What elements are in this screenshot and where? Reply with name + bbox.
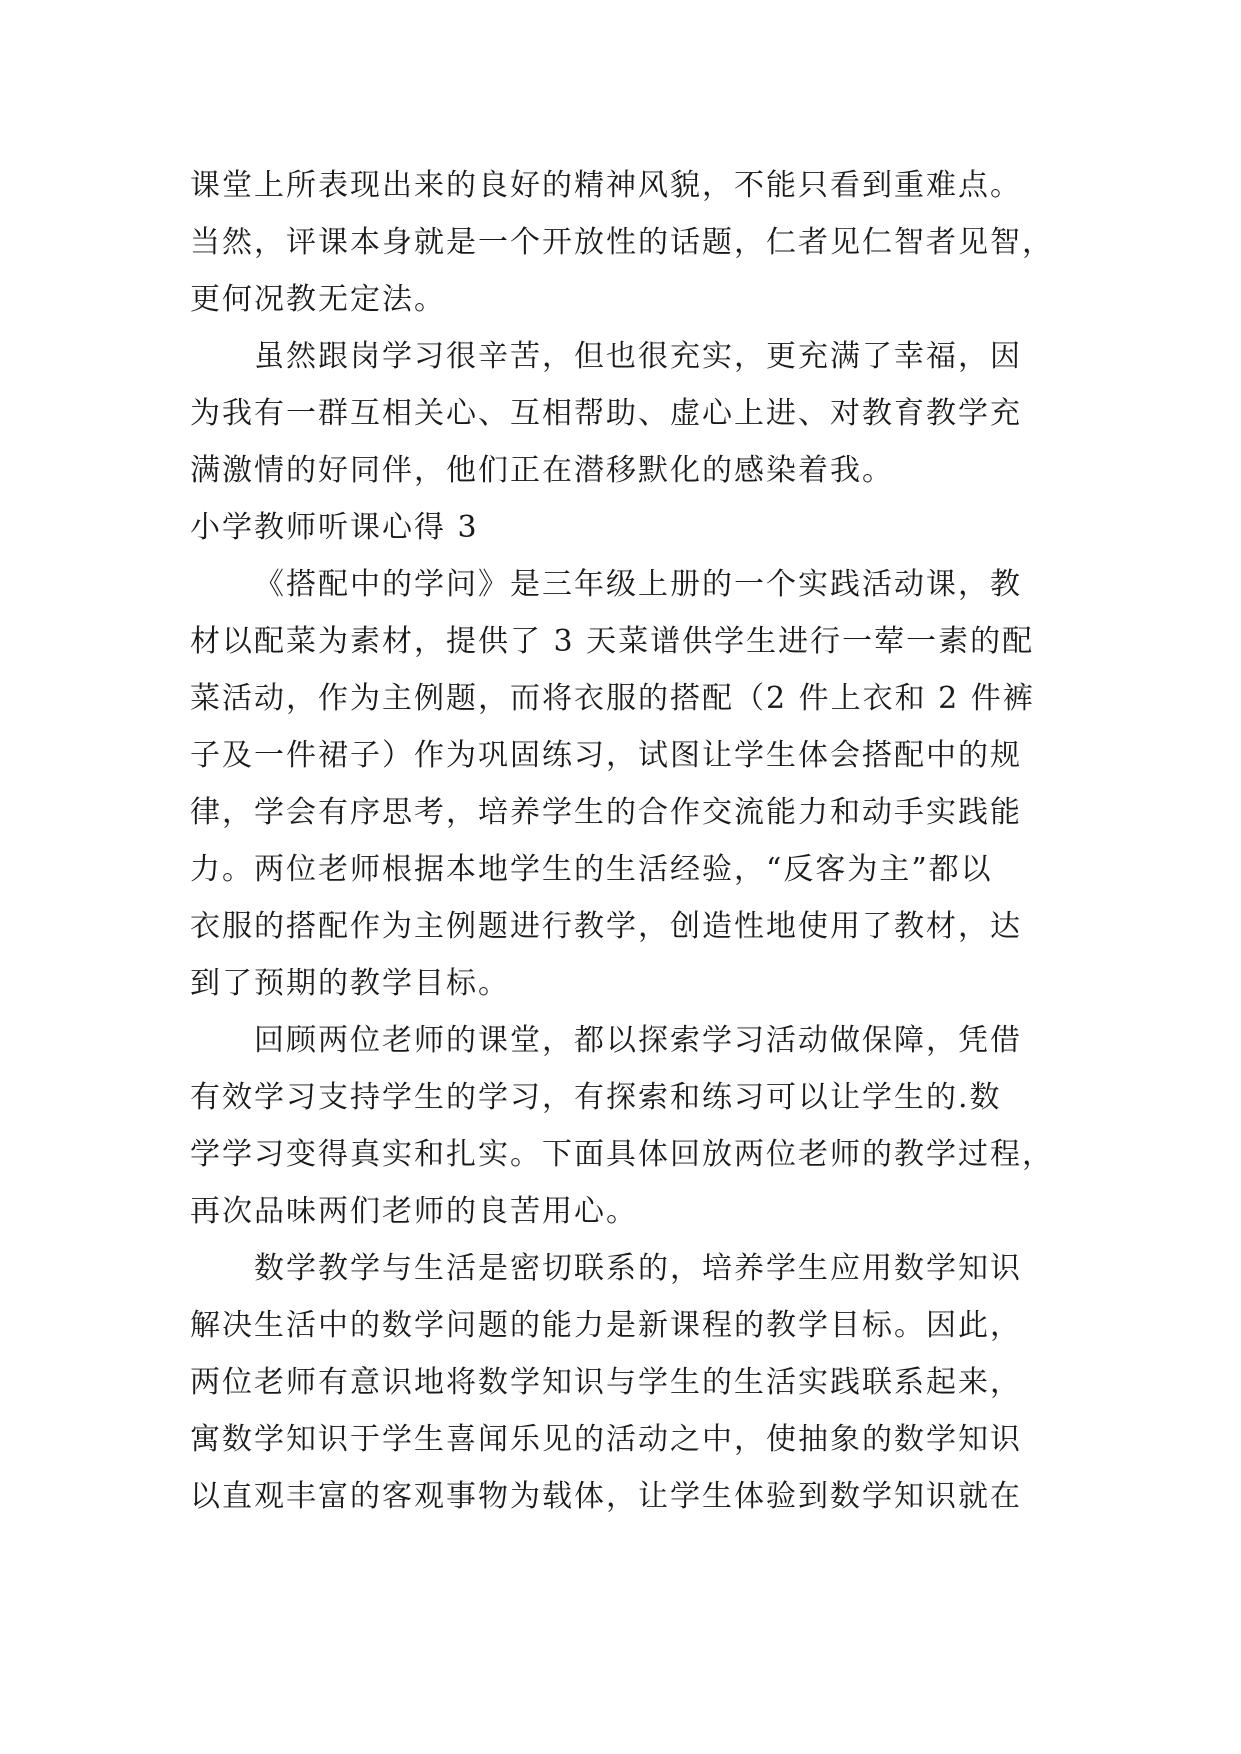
text-line: 寓数学知识于学生喜闻乐见的活动之中，使抽象的数学知识 [190, 1422, 1022, 1457]
text-line: 两位老师有意识地将数学知识与学生的生活实践联系起来， [190, 1365, 1022, 1400]
text-line: 菜活动，作为主例题，而将衣服的搭配（2 件上衣和 2 件裤 [190, 681, 1035, 716]
text-line: 回顾两位老师的课堂，都以探索学习活动做保障，凭借 [254, 1023, 1022, 1058]
section-heading-text: 小学教师听课心得 3 [190, 510, 479, 545]
text-line: 再次品味两们老师的良苦用心。 [190, 1194, 638, 1229]
text-line: 到了预期的教学目标。 [190, 966, 510, 1001]
text-line: 数学教学与生活是密切联系的，培养学生应用数学知识 [254, 1251, 1022, 1286]
text-line: 律，学会有序思考，培养学生的合作交流能力和动手实践能 [190, 795, 1022, 830]
text-line: 材以配菜为素材，提供了 3 天菜谱供学生进行一荤一素的配 [190, 624, 1035, 659]
text-line: 力。两位老师根据本地学生的生活经验，“反客为主”都以 [190, 852, 993, 887]
text-line: 为我有一群互相关心、互相帮助、虚心上进、对教育教学充 [190, 396, 1022, 431]
text-line: 当然，评课本身就是一个开放性的话题，仁者见仁智者见智， [190, 225, 1054, 260]
paragraph [190, 556, 1070, 1012]
text-line: 子及一件裙子）作为巩固练习，试图让学生体会搭配中的规 [190, 738, 1022, 773]
text-line: 更何况教无定法。 [190, 282, 446, 317]
text-line: 学学习变得真实和扎实。下面具体回放两位老师的教学过程， [190, 1137, 1054, 1172]
text-line: 以直观丰富的客观事物为载体，让学生体验到数学知识就在 [190, 1479, 1022, 1514]
paragraph [190, 328, 1070, 499]
paragraph [190, 1240, 1070, 1525]
section-heading [190, 499, 1070, 556]
document-body [190, 157, 1070, 1525]
text-line: 《搭配中的学问》是三年级上册的一个实践活动课，教 [254, 567, 1022, 602]
text-line: 虽然跟岗学习很辛苦，但也很充实，更充满了幸福，因 [254, 339, 1022, 374]
text-line: 解决生活中的数学问题的能力是新课程的教学目标。因此， [190, 1308, 1022, 1343]
paragraph [190, 1012, 1070, 1240]
text-line: 衣服的搭配作为主例题进行教学，创造性地使用了教材，达 [190, 909, 1022, 944]
paragraph-continuation [190, 157, 1070, 328]
text-line: 课堂上所表现出来的良好的精神风貌，不能只看到重难点。 [190, 168, 1022, 203]
text-line: 有效学习支持学生的学习，有探索和练习可以让学生的.数 [190, 1080, 1002, 1115]
text-line: 满激情的好同伴，他们正在潜移默化的感染着我。 [190, 453, 894, 488]
